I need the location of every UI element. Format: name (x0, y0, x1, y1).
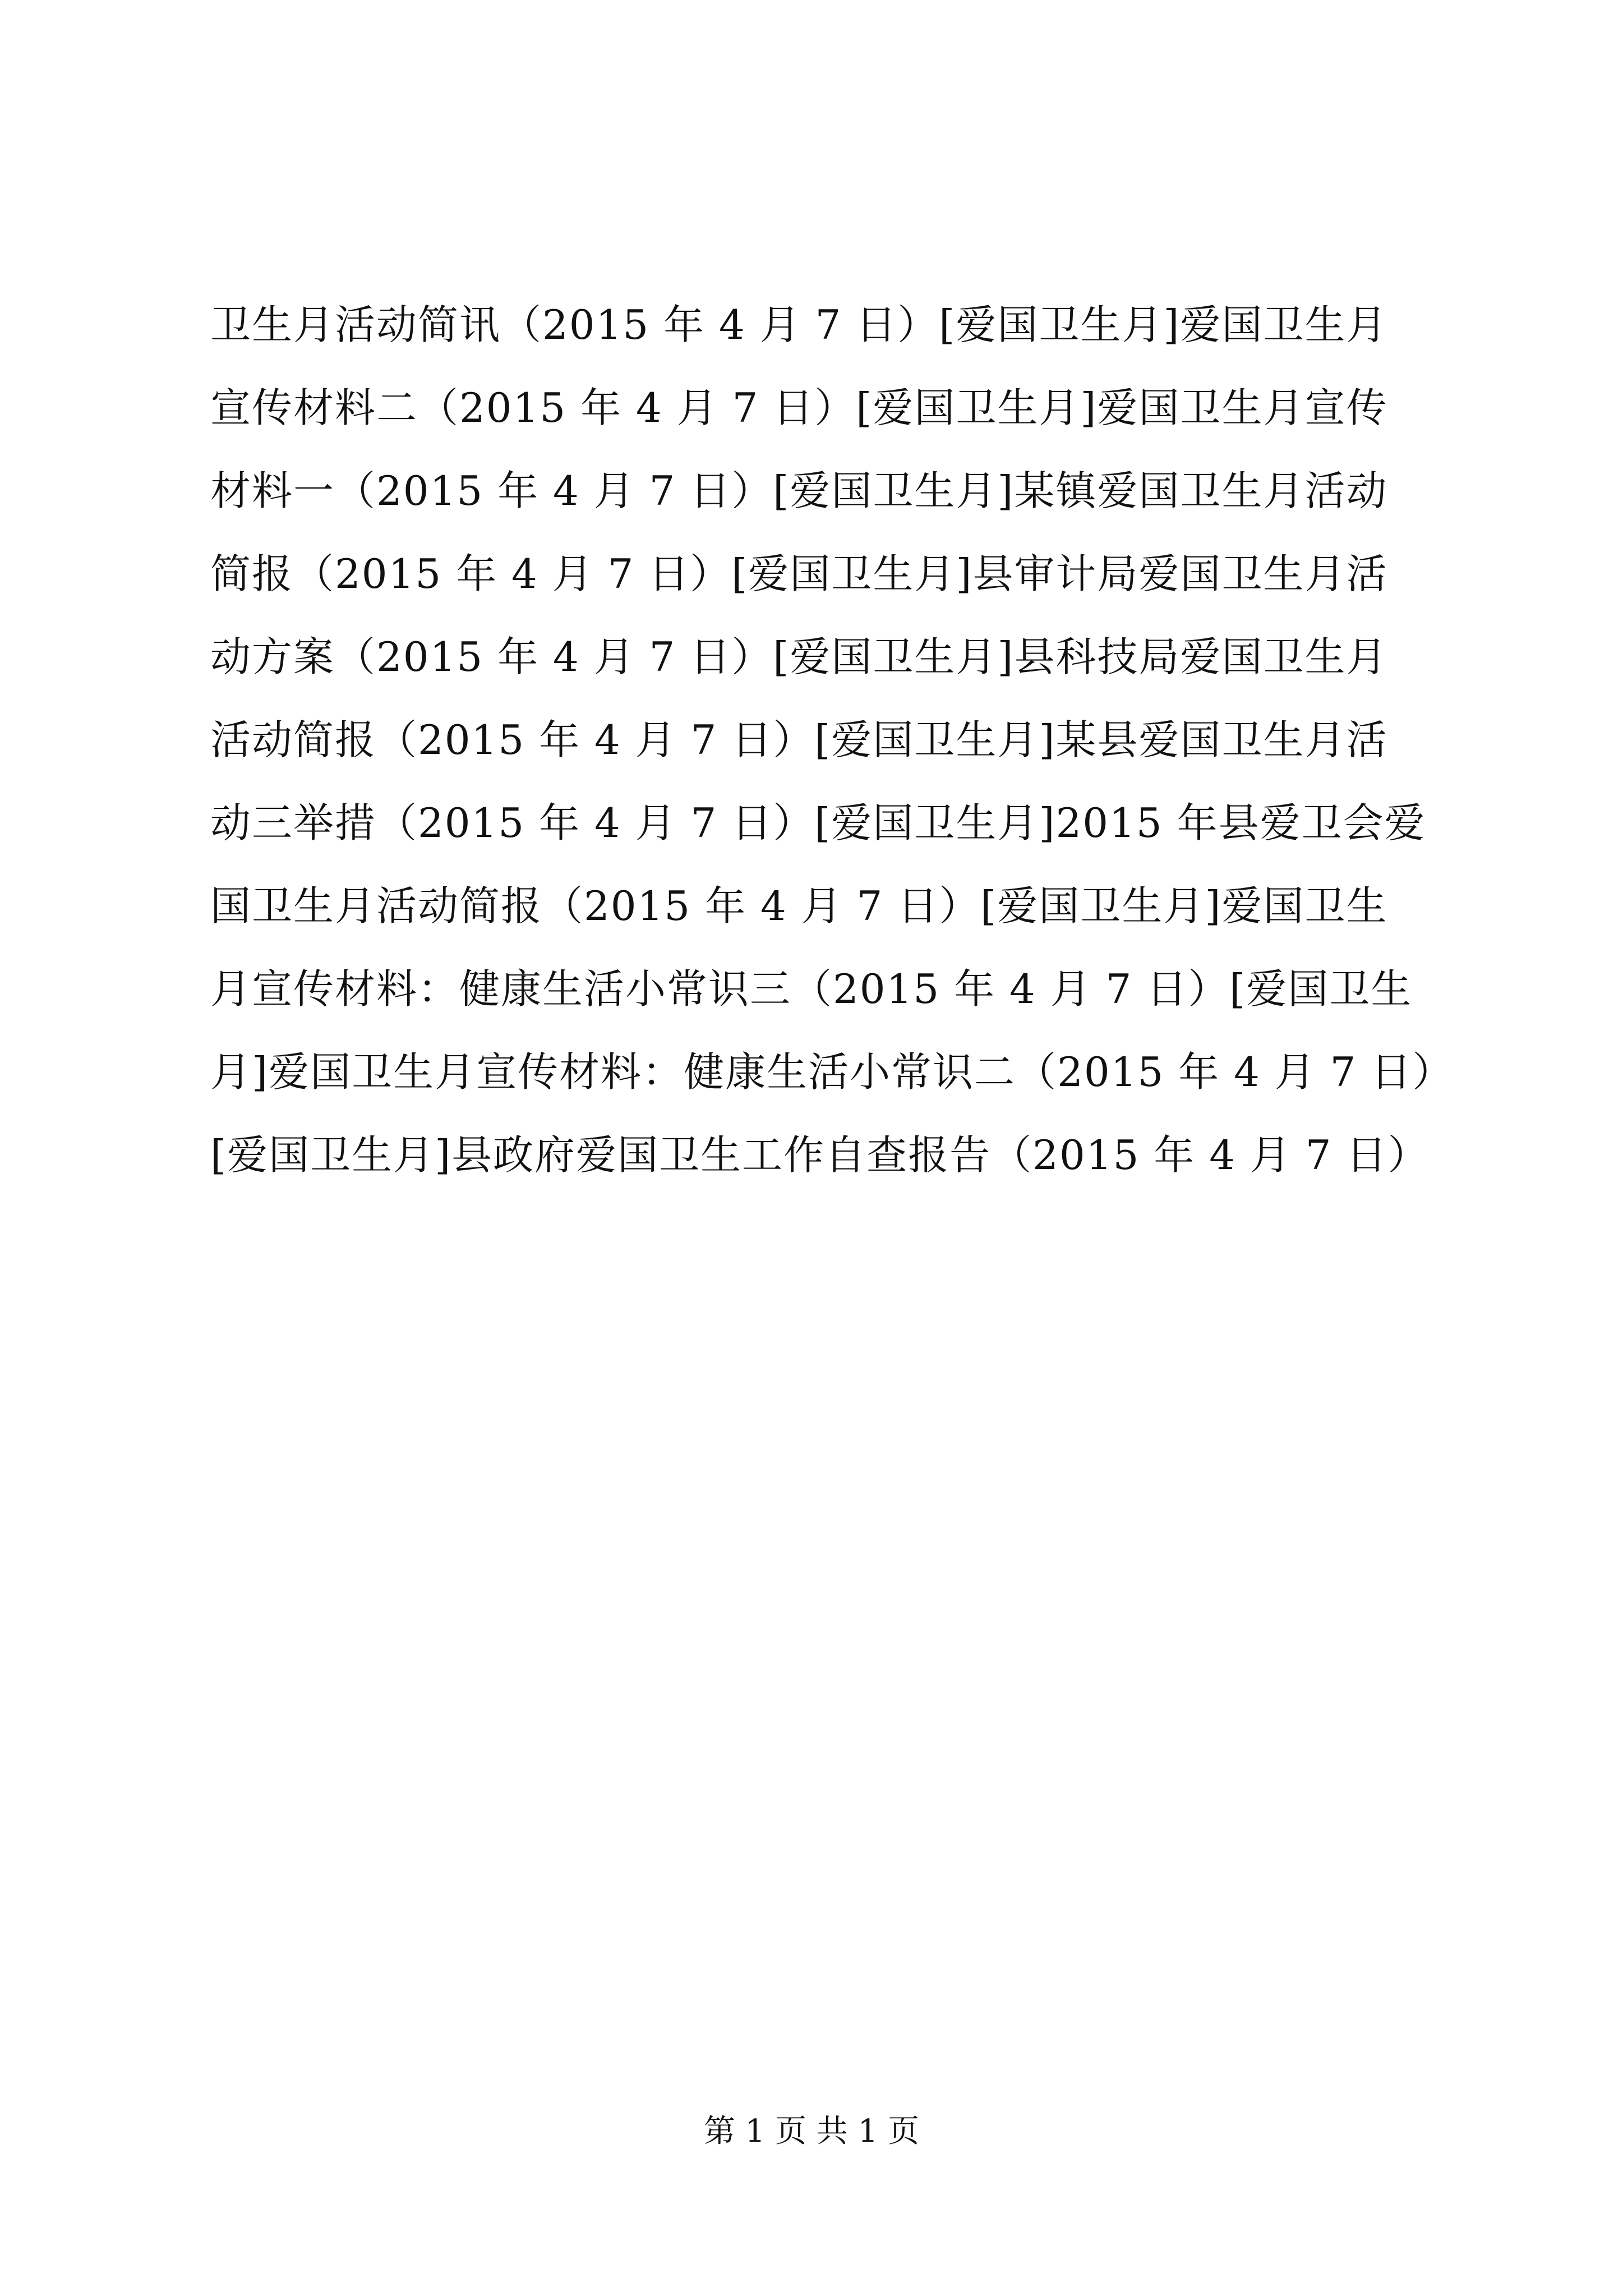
text-line: 活动简报（2015 年 4 月 7 日）[爱国卫生月]某县爱国卫生月活 (210, 716, 1388, 763)
text-line: 材料一（2015 年 4 月 7 日）[爱国卫生月]某镇爱国卫生月活动 (210, 467, 1388, 514)
page-number: 第 1 页 共 1 页 (703, 2113, 920, 2150)
text-line: 国卫生月活动简报（2015 年 4 月 7 日）[爱国卫生月]爱国卫生 (210, 882, 1388, 930)
text-line: 月宣传材料：健康生活小常识三（2015 年 4 月 7 日）[爱国卫生 (210, 965, 1413, 1013)
text-line: 动三举措（2015 年 4 月 7 日）[爱国卫生月]2015 年县爱卫会爱 (210, 799, 1426, 846)
text-line: [爱国卫生月]县政府爱国卫生工作自查报告（2015 年 4 月 7 日） (210, 1131, 1430, 1179)
text-line: 简报（2015 年 4 月 7 日）[爱国卫生月]县审计局爱国卫生月活 (210, 550, 1388, 597)
text-line: 宣传材料二（2015 年 4 月 7 日）[爱国卫生月]爱国卫生月宣传 (210, 384, 1388, 431)
page-footer (0, 2109, 1623, 2154)
body-paragraph (210, 283, 1454, 1197)
text-line: 卫生月活动简讯（2015 年 4 月 7 日）[爱国卫生月]爱国卫生月 (210, 301, 1388, 348)
text-line: 月]爱国卫生月宣传材料：健康生活小常识二（2015 年 4 月 7 日） (210, 1048, 1454, 1096)
text-line: 动方案（2015 年 4 月 7 日）[爱国卫生月]县科技局爱国卫生月 (210, 633, 1388, 680)
